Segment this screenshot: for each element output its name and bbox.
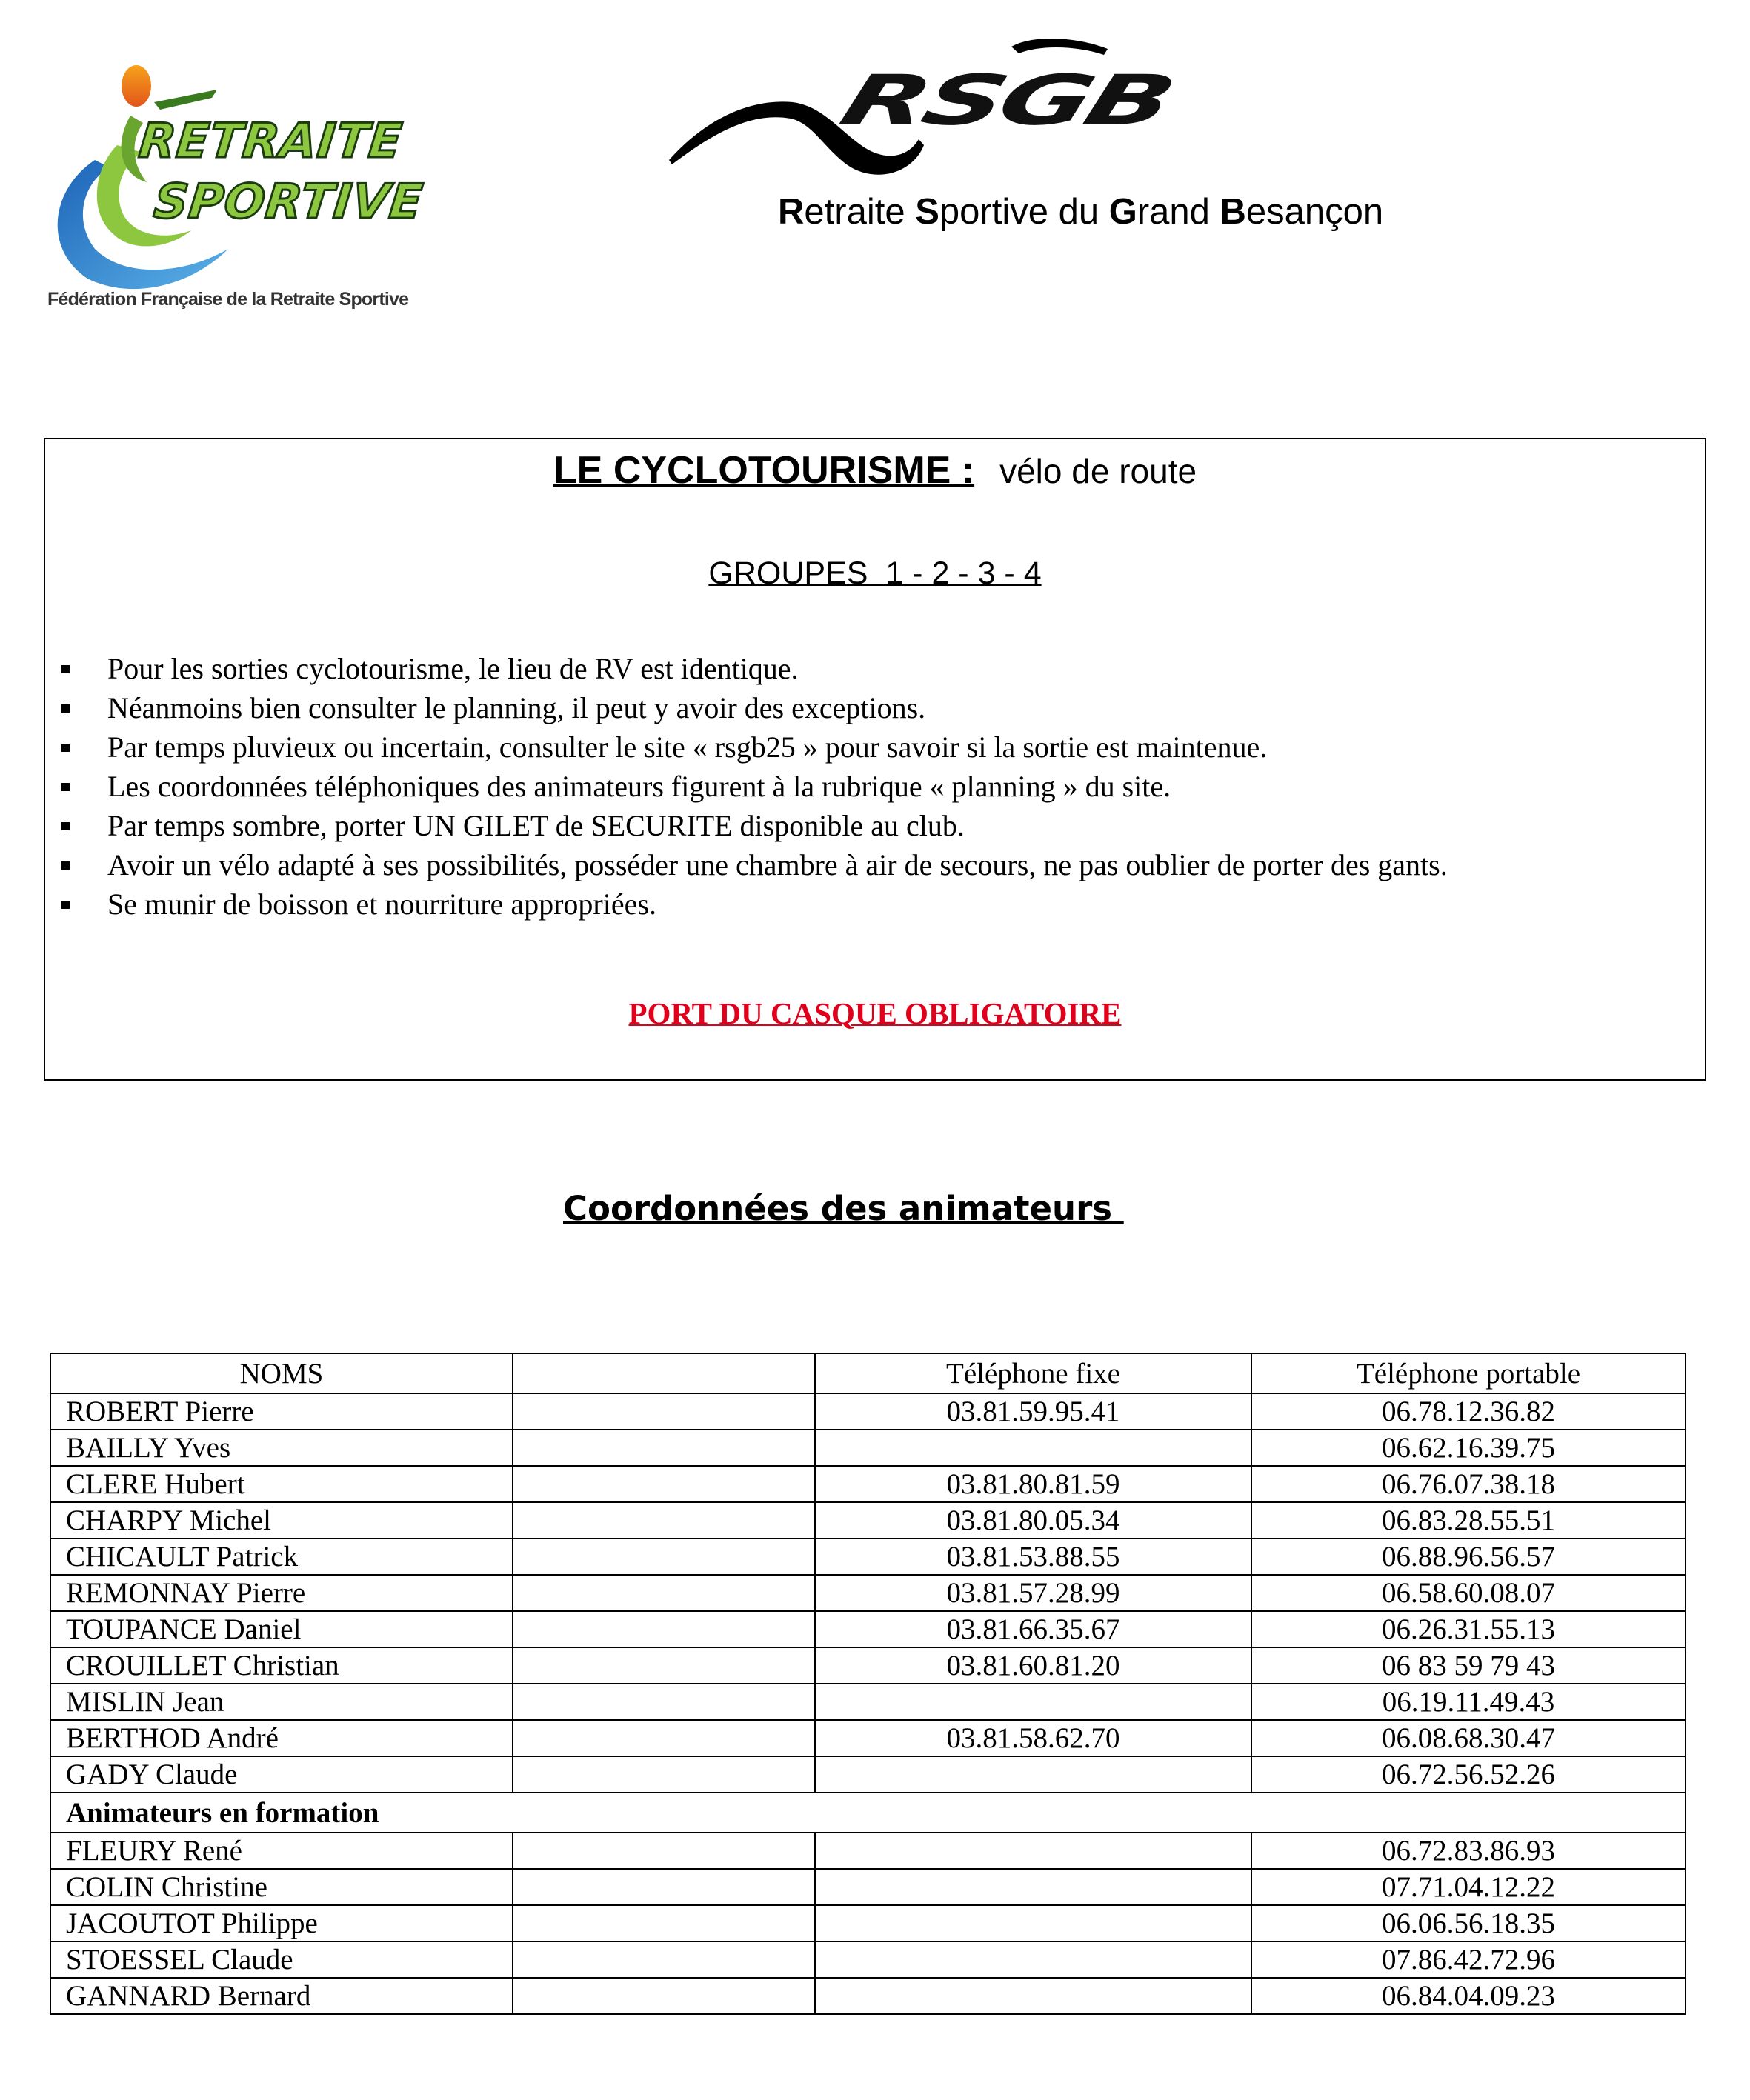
name-cell: ROBERT Pierre (50, 1393, 513, 1430)
table-row (50, 1611, 1686, 1647)
empty-cell (513, 1575, 815, 1611)
empty-cell (513, 1684, 815, 1720)
list-item: Néanmoins bien consulter le planning, il peut y avoir des exceptions. (56, 688, 1448, 727)
contacts-title: Coordonnées des animateurs (563, 1189, 1124, 1228)
column-header-noms: NOMS (50, 1353, 513, 1393)
fixed-phone-cell (815, 1756, 1251, 1793)
fixed-phone-cell (815, 1833, 1251, 1869)
mobile-phone-cell: 06.72.56.52.26 (1251, 1756, 1686, 1793)
empty-cell (513, 1539, 815, 1575)
mobile-phone-cell: 06.08.68.30.47 (1251, 1720, 1686, 1756)
empty-cell (513, 1941, 815, 1978)
mobile-phone-cell: 06.84.04.09.23 (1251, 1978, 1686, 2014)
fixed-phone-cell (815, 1684, 1251, 1720)
mobile-phone-cell: 06.76.07.38.18 (1251, 1466, 1686, 1502)
empty-cell (513, 1393, 815, 1430)
table-row (50, 1869, 1686, 1905)
empty-cell (513, 1833, 815, 1869)
name-cell: COLIN Christine (50, 1869, 513, 1905)
table-row (50, 1575, 1686, 1611)
name-cell: FLEURY René (50, 1833, 513, 1869)
table-row (50, 1941, 1686, 1978)
rsgb-logo (663, 36, 1485, 184)
mobile-phone-cell: 06.72.83.86.93 (1251, 1833, 1686, 1869)
federation-caption: Fédération Française de la Retraite Sportive (47, 289, 409, 310)
section-row (50, 1793, 1686, 1833)
groups-heading: GROUPES 1 - 2 - 3 - 4 (708, 556, 1042, 591)
empty-cell (513, 1430, 815, 1466)
list-item: Par temps pluvieux ou incertain, consulter le site « rsgb25 » pour savoir si la sortie est maintenue. (56, 727, 1448, 767)
fixed-phone-cell: 03.81.53.88.55 (815, 1539, 1251, 1575)
list-item: Se munir de boisson et nourriture appropriées. (56, 884, 1448, 924)
mobile-phone-cell: 07.86.42.72.96 (1251, 1941, 1686, 1978)
name-cell: CROUILLET Christian (50, 1647, 513, 1684)
list-item: Les coordonnées téléphoniques des animateurs figurent à la rubrique « planning » du site. (56, 767, 1448, 806)
cyclotourisme-info-box (44, 438, 1706, 1081)
table-row (50, 1756, 1686, 1793)
table-row (50, 1720, 1686, 1756)
fixed-phone-cell (815, 1430, 1251, 1466)
mobile-phone-cell: 06.58.60.08.07 (1251, 1575, 1686, 1611)
bullet-square-icon (61, 822, 70, 830)
section-label: Animateurs en formation (50, 1793, 1686, 1833)
empty-cell (513, 1905, 815, 1941)
empty-cell (513, 1647, 815, 1684)
mobile-phone-cell: 06.88.96.56.57 (1251, 1539, 1686, 1575)
mobile-phone-cell: 06.62.16.39.75 (1251, 1430, 1686, 1466)
fixed-phone-cell: 03.81.60.81.20 (815, 1647, 1251, 1684)
name-cell: REMONNAY Pierre (50, 1575, 513, 1611)
table-row (50, 1430, 1686, 1466)
table-header-row (50, 1353, 1686, 1393)
logo-word-retraite: RETRAITE (136, 114, 405, 169)
mobile-phone-cell: 07.71.04.12.22 (1251, 1869, 1686, 1905)
table-row (50, 1647, 1686, 1684)
table-row (50, 1393, 1686, 1430)
fixed-phone-cell: 03.81.66.35.67 (815, 1611, 1251, 1647)
rules-list (56, 649, 1448, 924)
fixed-phone-cell: 03.81.58.62.70 (815, 1720, 1251, 1756)
helmet-notice: PORT DU CASQUE OBLIGATOIRE (628, 996, 1122, 1030)
mobile-phone-cell: 06.19.11.49.43 (1251, 1684, 1686, 1720)
fixed-phone-cell (815, 1941, 1251, 1978)
logo-word-sportive: SPORTIVE (151, 175, 426, 230)
fixed-phone-cell: 03.81.80.81.59 (815, 1466, 1251, 1502)
bullet-square-icon (61, 861, 70, 870)
list-item: Par temps sombre, porter UN GILET de SECURITE disponible au club. (56, 806, 1448, 845)
name-cell: STOESSEL Claude (50, 1941, 513, 1978)
box-title (45, 448, 1705, 493)
table-row (50, 1833, 1686, 1869)
empty-cell (513, 1611, 815, 1647)
fixed-phone-cell: 03.81.57.28.99 (815, 1575, 1251, 1611)
name-cell: MISLIN Jean (50, 1684, 513, 1720)
fixed-phone-cell (815, 1978, 1251, 2014)
name-cell: CHARPY Michel (50, 1502, 513, 1539)
name-cell: CHICAULT Patrick (50, 1539, 513, 1575)
table-row (50, 1684, 1686, 1720)
name-cell: BERTHOD André (50, 1720, 513, 1756)
empty-cell (513, 1756, 815, 1793)
name-cell: JACOUTOT Philippe (50, 1905, 513, 1941)
name-cell: CLERE Hubert (50, 1466, 513, 1502)
mobile-phone-cell: 06.78.12.36.82 (1251, 1393, 1686, 1430)
fixed-phone-cell: 03.81.80.05.34 (815, 1502, 1251, 1539)
retraite-sportive-logo (43, 64, 426, 323)
list-item: Pour les sorties cyclotourisme, le lieu de RV est identique. (56, 649, 1448, 688)
fixed-phone-cell (815, 1905, 1251, 1941)
section-title: LE CYCLOTOURISME : (553, 449, 975, 492)
name-cell: TOUPANCE Daniel (50, 1611, 513, 1647)
bullet-square-icon (61, 783, 70, 791)
table-row (50, 1905, 1686, 1941)
mobile-phone-cell: 06.06.56.18.35 (1251, 1905, 1686, 1941)
table-row (50, 1539, 1686, 1575)
mobile-phone-cell: 06.26.31.55.13 (1251, 1611, 1686, 1647)
empty-cell (513, 1502, 815, 1539)
empty-cell (513, 1720, 815, 1756)
fixed-phone-cell (815, 1869, 1251, 1905)
column-header-portable: Téléphone portable (1251, 1353, 1686, 1393)
empty-cell (513, 1466, 815, 1502)
name-cell: BAILLY Yves (50, 1430, 513, 1466)
name-cell: GADY Claude (50, 1756, 513, 1793)
empty-cell (513, 1869, 815, 1905)
bullet-square-icon (61, 744, 70, 752)
list-item: Avoir un vélo adapté à ses possibilités, posséder une chambre à air de secours, ne pas oublier de porter des gants. (56, 845, 1448, 884)
bullet-square-icon (61, 704, 70, 713)
column-header-fixe: Téléphone fixe (815, 1353, 1251, 1393)
contacts-table-body (50, 1393, 1686, 2014)
bullet-square-icon (61, 665, 70, 673)
table-row (50, 1978, 1686, 2014)
mobile-phone-cell: 06 83 59 79 43 (1251, 1647, 1686, 1684)
table-row (50, 1466, 1686, 1502)
mobile-phone-cell: 06.83.28.55.51 (1251, 1502, 1686, 1539)
rsgb-letters: RSGB (831, 61, 1181, 141)
club-name: Retraite Sportive du Grand Besançon (778, 192, 1384, 232)
contacts-table (50, 1353, 1686, 2015)
column-header-empty (513, 1353, 815, 1393)
empty-cell (513, 1978, 815, 2014)
table-row (50, 1502, 1686, 1539)
name-cell: GANNARD Bernard (50, 1978, 513, 2014)
fixed-phone-cell: 03.81.59.95.41 (815, 1393, 1251, 1430)
bullet-square-icon (61, 901, 70, 909)
section-subtitle: vélo de route (999, 452, 1197, 490)
